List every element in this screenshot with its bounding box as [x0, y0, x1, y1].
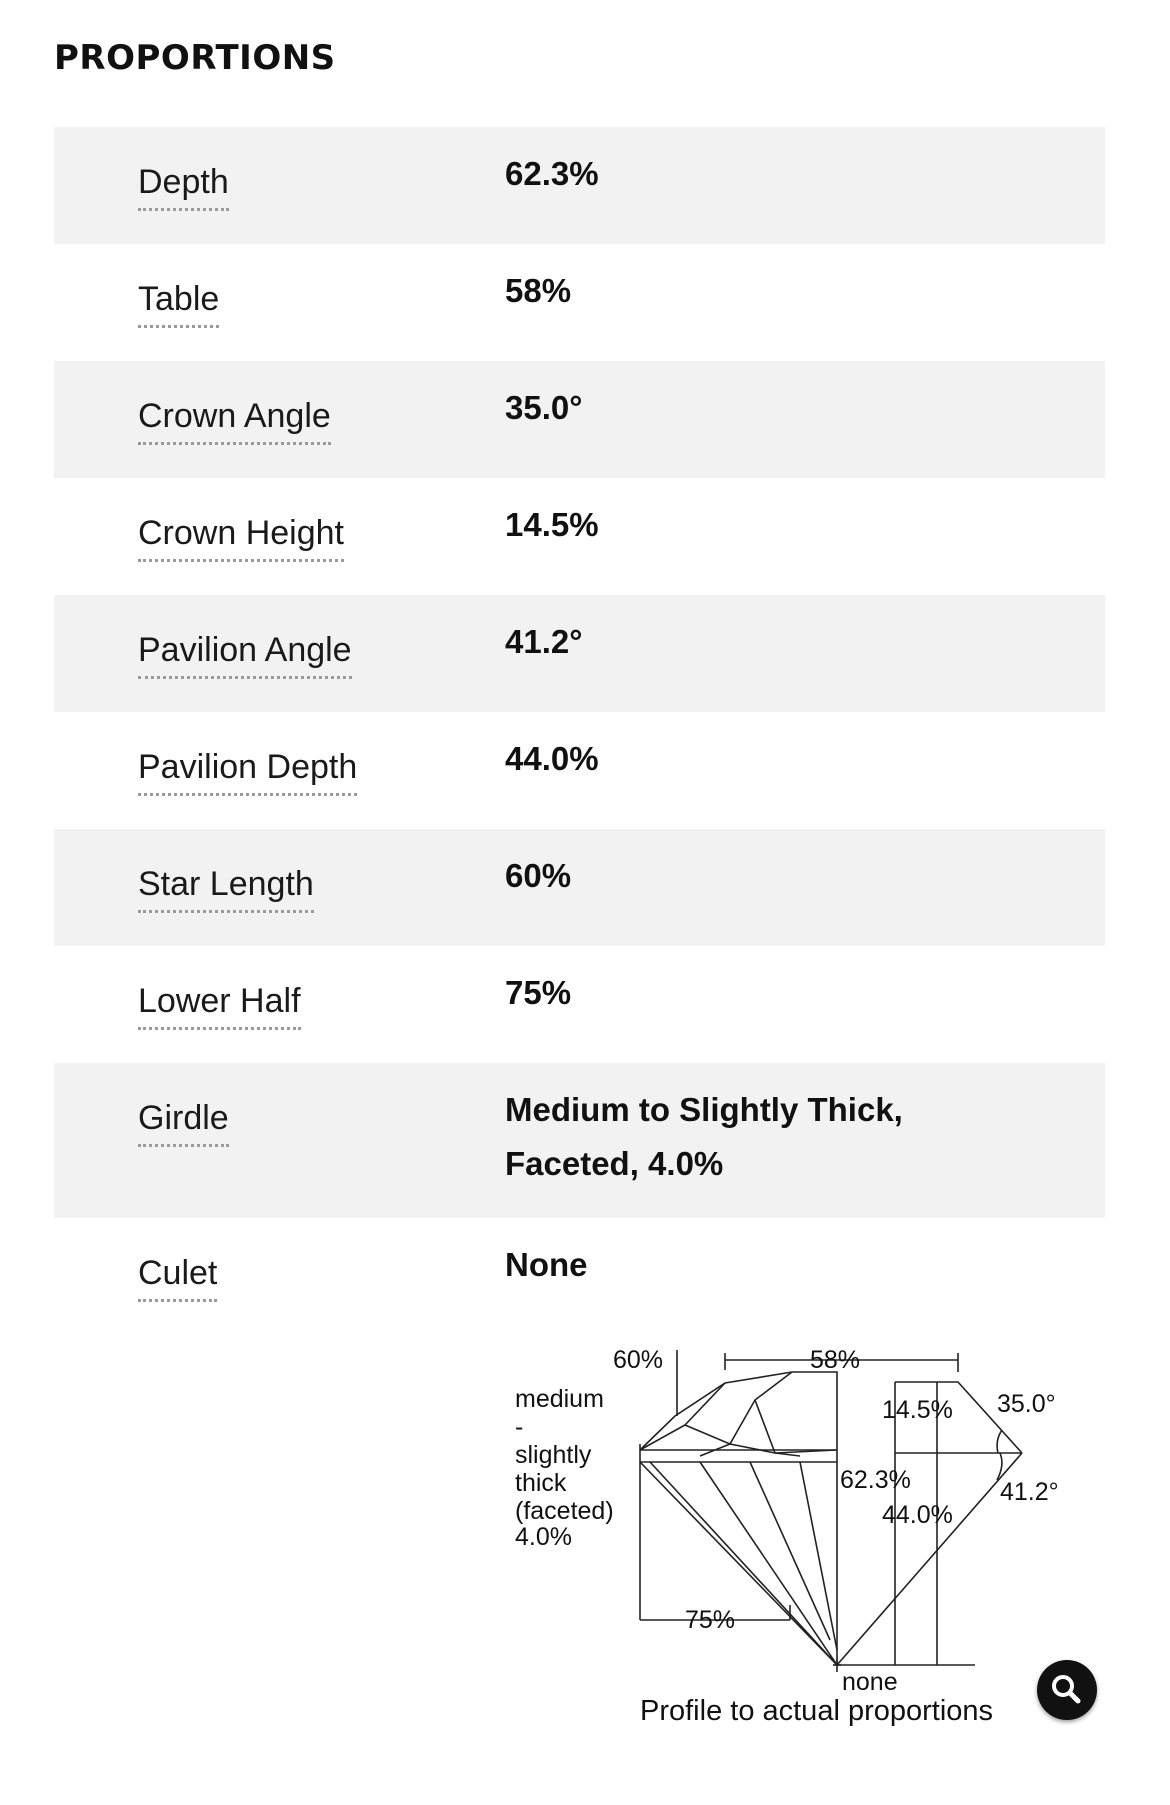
dim-star-length-label: 60%: [613, 1346, 664, 1374]
crown-angle-arc: [997, 1430, 1002, 1453]
zoom-button[interactable]: [1037, 1660, 1097, 1720]
row-pavilion-angle: [54, 595, 1105, 712]
girdle-line-3: slightly: [515, 1441, 592, 1469]
row-star-length: [54, 829, 1105, 946]
label-pavilion-depth[interactable]: Pavilion Depth: [138, 748, 357, 796]
row-culet: [54, 1218, 1105, 1335]
section-title: PROPORTIONS: [54, 38, 336, 78]
pavilion-facet-4: [800, 1462, 837, 1650]
row-pavilion-depth: [54, 712, 1105, 829]
row-girdle: [54, 1063, 1105, 1218]
pavilion-facet-1: [650, 1462, 837, 1665]
label-star-length[interactable]: Star Length: [138, 865, 314, 913]
dim-crown-height-label: 14.5%: [882, 1396, 953, 1424]
girdle-line-4: thick: [515, 1469, 567, 1497]
girdle-line-2: -: [515, 1413, 524, 1441]
diamond-profile-diagram: [500, 1340, 1100, 1696]
proportions-table: [54, 127, 1105, 1335]
girdle-line-6: 4.0%: [515, 1523, 572, 1551]
girdle-line-5: (faceted): [515, 1497, 614, 1525]
label-culet[interactable]: Culet: [138, 1254, 217, 1302]
row-crown-height: [54, 478, 1105, 595]
label-girdle[interactable]: Girdle: [138, 1099, 229, 1147]
girdle-line-1: medium: [515, 1385, 604, 1413]
row-table: [54, 244, 1105, 361]
row-crown-angle: [54, 361, 1105, 478]
label-lower-half[interactable]: Lower Half: [138, 982, 301, 1030]
pavilion-outline: [640, 1462, 837, 1665]
dim-depth-label: 62.3%: [840, 1466, 911, 1494]
diagram-caption: Profile to actual proportions: [640, 1695, 994, 1727]
dim-pavilion-depth-label: 44.0%: [882, 1501, 953, 1529]
dim-pavilion-angle-label: 41.2°: [1000, 1478, 1059, 1506]
value-crown-angle: 35.0°: [505, 389, 583, 426]
value-star-length: 60%: [505, 857, 572, 894]
value-table: 58%: [505, 272, 572, 309]
label-table[interactable]: Table: [138, 280, 219, 328]
label-depth[interactable]: Depth: [138, 163, 229, 211]
value-girdle: Medium to Slightly Thick, Faceted, 4.0%: [505, 1091, 903, 1182]
row-lower-half: [54, 946, 1105, 1063]
magnifier-icon: [1037, 1660, 1097, 1720]
dim-lower-half-label: 75%: [685, 1606, 736, 1634]
dim-crown-angle-label: 35.0°: [997, 1390, 1056, 1418]
value-pavilion-angle: 41.2°: [505, 623, 583, 660]
value-pavilion-depth: 44.0%: [505, 740, 599, 777]
pavilion-facet-2: [700, 1462, 837, 1665]
crown-facet-1: [640, 1383, 725, 1450]
dim-table-label: 58%: [810, 1346, 861, 1374]
dim-culet-label: none: [842, 1668, 898, 1696]
value-crown-height: 14.5%: [505, 506, 599, 543]
row-depth: [54, 127, 1105, 244]
label-pavilion-angle[interactable]: Pavilion Angle: [138, 631, 352, 679]
label-crown-height[interactable]: Crown Height: [138, 514, 344, 562]
crown-outline: [640, 1372, 837, 1450]
crown-facet-3: [730, 1444, 837, 1453]
label-crown-angle[interactable]: Crown Angle: [138, 397, 331, 445]
value-culet: None: [505, 1246, 588, 1283]
value-depth: 62.3%: [505, 155, 599, 192]
crown-facet-6: [775, 1453, 800, 1456]
value-lower-half: 75%: [505, 974, 572, 1011]
crown-facet-4: [755, 1400, 775, 1453]
